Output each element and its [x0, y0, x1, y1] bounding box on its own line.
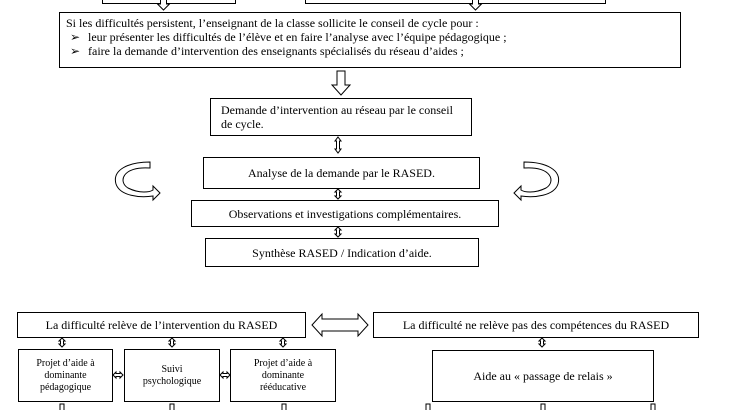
double-arrow-icon: [335, 227, 341, 237]
down-arrow-icon: [426, 404, 430, 410]
down-arrow-icon: [158, 0, 170, 10]
projet-pedagogique-text: Projet d’aide à dominante pédagogique: [36, 357, 95, 393]
double-arrow-icon: [220, 372, 230, 378]
left-right-arrow-icon: [312, 314, 368, 336]
conseil-cycle-text: Si les difficultés persistent, l’enseignant de la classe sollicite le conseil de cycle pour :: [66, 16, 479, 30]
arrow-bullet-icon: ➢: [70, 30, 81, 44]
double-arrow-icon: [335, 137, 341, 153]
curved-arrow-right-icon: [514, 162, 559, 200]
synthese-text: Synthèse RASED / Indication d’aide.: [252, 245, 432, 260]
arrow-bullet-icon: ➢: [70, 44, 81, 58]
analyse-text: Analyse de la demande par le RASED.: [248, 166, 435, 180]
releve-rased-text: La difficulté relève de l’intervention du RASED: [45, 318, 278, 332]
list-item: ➢ faire la demande d’intervention des enseignants spécialisés du réseau d’aides ;: [70, 44, 464, 58]
projet-reeducatif-text: Projet d’aide à dominante rééducative: [253, 357, 313, 393]
observations-text: Observations et investigations complémentaires.: [228, 206, 462, 221]
down-arrow-icon: [170, 404, 174, 410]
down-arrow-icon: [541, 404, 545, 410]
double-arrow-icon: [335, 189, 341, 199]
down-arrow-icon: [60, 404, 64, 410]
ne-releve-pas-text: La difficulté ne relève pas des compétences du RASED: [402, 318, 670, 332]
double-arrow-icon: [113, 372, 123, 378]
curved-arrow-left-icon: [115, 162, 160, 200]
double-arrow-icon: [280, 338, 286, 347]
suivi-psychologique-text: Suivi psychologique: [142, 363, 202, 387]
demande-text: Demande d’intervention au réseau par le conseil de cycle.: [221, 103, 453, 131]
down-arrow-icon: [470, 0, 482, 10]
aide-passage-relais-text: Aide au « passage de relais »: [473, 369, 613, 383]
down-arrow-icon: [651, 404, 655, 410]
list-item: ➢ leur présenter les difficultés de l’élève et en faire l’analyse avec l’équipe pédagogique ;: [70, 30, 507, 44]
double-arrow-icon: [59, 338, 65, 347]
down-arrow-icon: [332, 71, 350, 95]
double-arrow-icon: [539, 338, 545, 347]
double-arrow-icon: [169, 338, 175, 347]
down-arrow-icon: [282, 404, 286, 410]
